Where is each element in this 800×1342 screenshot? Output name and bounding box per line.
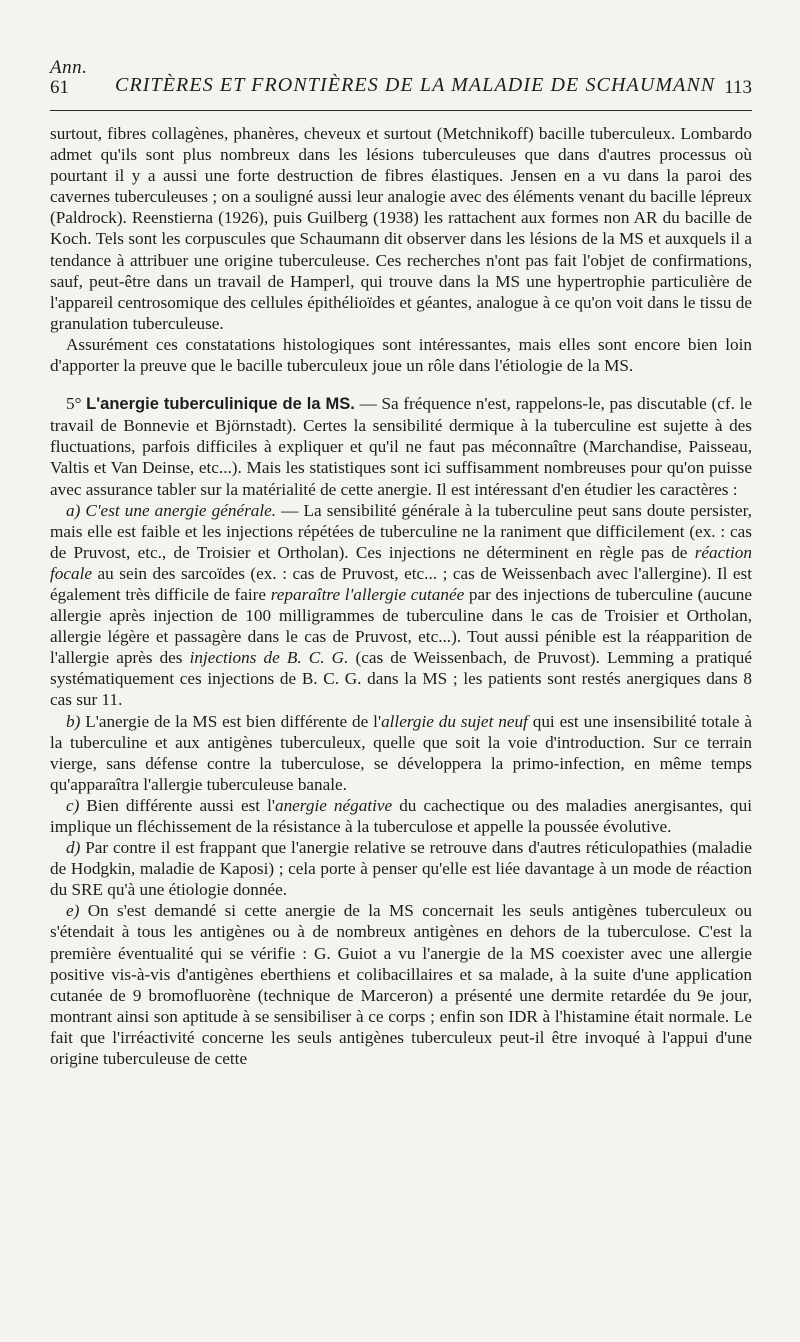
item-d: [50, 837, 752, 900]
item-b-text: qui est une insensibilité totale à la tuberculine et aux antigènes tuberculeux, quelle que soit la voie d'introduction. Sur ce terrain vierge, sans défense contre la tuberculose, se développera la primo-infection, en même temps qu'apparaîtra l'allergie tuberculeuse banale.: [50, 711, 753, 794]
item-c: [50, 795, 752, 837]
section-number: 5°: [66, 394, 87, 414]
section-5: [50, 393, 752, 499]
item-b: [50, 711, 752, 795]
item-a-text: par des injections de tuberculine (aucune allergie après injection de 100 milligrammes de tuberculine dans le cas de Troisier et Ortholan, allergie légère et passagère dans le cas de Pruvost, etc...). Tout aussi pénible est la réapparition de l'allergie après des: [50, 584, 753, 668]
item-c-emphasis: anergie négative: [274, 795, 393, 815]
item-a-text: au sein des sarcoïdes (ex. : cas de Pruvost, etc... ; cas de Weissenbach avec l'allergine). Il est également très difficile de faire: [50, 563, 752, 604]
item-c-text: Bien différente aussi est l': [86, 795, 275, 815]
body-text: [50, 123, 752, 1069]
item-c-label: c): [66, 795, 87, 815]
item-a-title: C'est une anergie générale.: [85, 500, 277, 520]
paragraph-1: surtout, fibres collagènes, phanères, cheveux et surtout (Metchnikoff) bacille tuberculeux. Lombardo admet qu'ils sont plus nombreux dans les lésions tuberculeuses que dans d'autres processus où pourtant il y a aussi une forte destruction de fibres élastiques. Jensen en a vu dans la paroi des cavernes tuberculeuses ; on a souligné aussi leur analogie avec des éléments venant du bacille lépreux (Paldrock). Reenstierna (1926), puis Guilberg (1938) les rattachent aux formes non AR du bacille de Koch. Tels sont les corpuscules que Schaumann dit observer dans les lésions de la MS et auxquels il a tendance à attribuer une origine tuberculeuse. Ces recherches n'ont pas fait l'objet de confirmations, sauf, peut-être dans un travail de Hamperl, qui trouve dans la MS une hypertrophie particulière de l'appareil centrosomique des cellules épithélioïdes et géantes, analogue à ce qu'on voit dans le tissu de granulation tuberculeuse.: [50, 124, 752, 333]
item-a-emphasis: reparaître l'allergie cutanée: [270, 584, 465, 604]
running-header: [50, 0, 752, 110]
item-b-text: L'anergie de la MS est bien différente de l': [85, 711, 382, 731]
item-a-label: a): [66, 500, 86, 520]
section-text: — Sa fréquence n'est, rappelons-le, pas discutable (cf. le travail de Bonnevie et Björnstadt). Certes la sensibilité dermique à la tuberculine est sujette à des fluctuations, parfois difficiles à expliquer et qu'il ne faut pas méconnaître (Marchandise, Paisseau, Valtis et Van Deinse, etc...). Mais les statistiques sont ici suffisamment nombreuses pour qu'on puisse avec assurance tabler sur la matérialité de cette anergie. Il est intéressant d'en étudier les caractères :: [50, 394, 752, 499]
paragraph-2: Assurément ces constatations histologiques sont intéressantes, mais elles sont encore bien loin d'apporter la preuve que le bacille tuberculeux joue un rôle dans l'étiologie de la MS.: [50, 334, 752, 376]
item-a-emphasis: injections de B. C. G.: [189, 648, 349, 668]
header-rule: [50, 110, 752, 111]
item-c-text: du cachectique ou des maladies anergisantes, qui implique un fléchissement de la résistance à la tuberculose et appelle la poussée évolutive.: [50, 795, 752, 836]
volume-number: 61: [50, 77, 69, 98]
item-a-text: — La sensibilité générale à la tuberculine peut sans doute persister, mais elle est faible et les injections répétées de tuberculine ne la raniment que difficilement (ex. : cas de Pruvost, etc., de Troisier et Ortholan). Ces injections ne déterminent en règle pas de: [50, 500, 752, 562]
item-b-emphasis: allergie du sujet neuf: [381, 711, 528, 731]
document-page: [50, 0, 753, 1069]
running-title: CRITÈRES ET FRONTIÈRES DE LA MALADIE DE SCHAUMANN: [115, 74, 716, 96]
section-gap: [50, 376, 752, 393]
page-number: 113: [724, 77, 752, 98]
journal-abbrev: Ann.: [50, 57, 88, 78]
item-a-text: (cas de Weissenbach, de Pruvost). Lemming a pratiqué systématiquement ces injections de B. C. G. dans la MS ; les patients sont restés anergiques dans 8 cas sur 11.: [50, 648, 753, 710]
item-e: [50, 900, 752, 1069]
item-a-emphasis: réaction focale: [50, 542, 752, 583]
section-title: L'anergie tuberculinique de la MS.: [86, 395, 355, 414]
item-b-label: b): [66, 711, 86, 731]
item-d-text: Par contre il est frappant que l'anergie relative se retrouve dans d'autres réticulopathies (maladie de Hodgkin, maladie de Kaposi) ; cela porte à penser qu'elle est liée davantage à un mode de réaction du SRE qu'à une étiologie donnée.: [50, 838, 752, 900]
item-d-label: d): [66, 838, 86, 858]
item-a: [50, 500, 752, 711]
item-e-text: On s'est demandé si cette anergie de la MS concernait les seuls antigènes tuberculeux ou s'étendait à tous les antigènes ou à de nombreux antigènes en dehors de la tuberculose. C'est la première éventualité qui se vérifie : G. Guiot a vu l'anergie de la MS coexister avec une allergie positive vis-à-vis d'antigènes eberthiens et colibacillaires et sa malade, à la suite d'une application cutanée de 9 bromofluorène (technique de Marceron) a présenté une dermite retardée du 9e jour, montrant ainsi son aptitude à se sensibiliser à ce corps ; enfin son IDR à l'histamine était normale. Le fait que l'irréactivité concerne les seuls antigènes tuberculeux peut-il être invoqué à l'appui d'une origine tuberculeuse de cette: [50, 901, 753, 1069]
item-e-label: e): [66, 901, 88, 921]
